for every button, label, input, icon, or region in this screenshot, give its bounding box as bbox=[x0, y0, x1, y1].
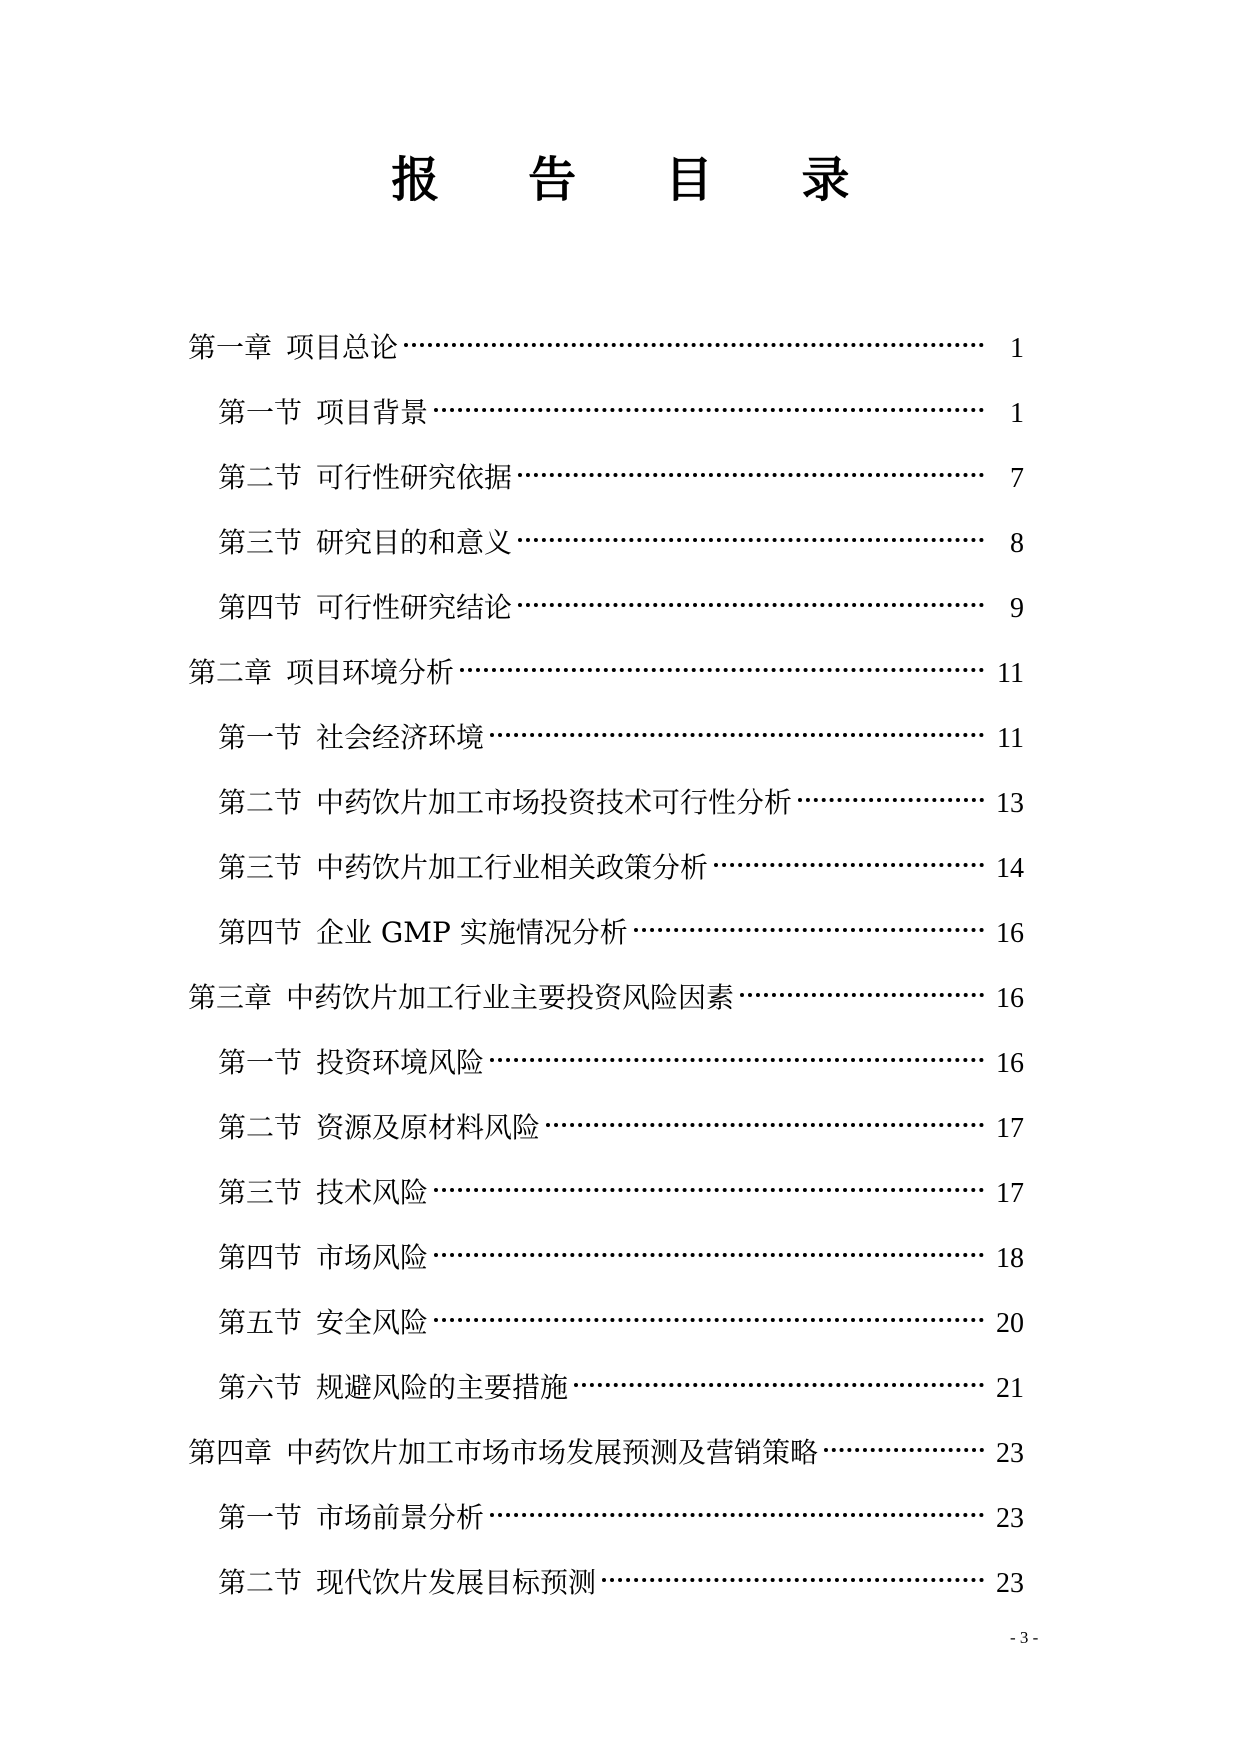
toc-section-entry[interactable] bbox=[188, 705, 1024, 770]
toc-entry-number: 第四节 bbox=[218, 591, 303, 624]
table-of-contents bbox=[188, 315, 1024, 1615]
toc-entry-title: 中药饮片加工行业相关政策分析 bbox=[316, 851, 709, 884]
toc-entry-label bbox=[218, 575, 512, 640]
toc-section-entry[interactable] bbox=[188, 1485, 1024, 1550]
toc-entry-title: 可行性研究依据 bbox=[316, 461, 513, 494]
toc-entry-title: 投资环境风险 bbox=[316, 1046, 485, 1079]
toc-entry-label bbox=[218, 510, 512, 575]
toc-dot-leader bbox=[518, 473, 984, 477]
toc-entry-page: 17 bbox=[996, 1113, 1024, 1144]
toc-entry-number: 第二章 bbox=[188, 656, 273, 689]
toc-dot-leader bbox=[490, 733, 984, 737]
toc-dot-leader bbox=[574, 1383, 984, 1387]
toc-entry-label bbox=[218, 1095, 540, 1160]
toc-entry-page: 18 bbox=[996, 1243, 1024, 1274]
toc-entry-label bbox=[218, 1355, 568, 1420]
toc-dot-leader bbox=[518, 603, 984, 607]
toc-dot-leader bbox=[434, 1188, 984, 1192]
toc-entry-page: 1 bbox=[1010, 333, 1024, 364]
toc-entry-title: 资源及原材料风险 bbox=[316, 1111, 541, 1144]
toc-entry-number: 第一节 bbox=[218, 1046, 303, 1079]
toc-entry-label bbox=[188, 965, 734, 1030]
toc-section-entry[interactable] bbox=[188, 1550, 1024, 1615]
toc-section-entry[interactable] bbox=[188, 1225, 1024, 1290]
toc-entry-label bbox=[218, 705, 484, 770]
toc-section-entry[interactable] bbox=[188, 1095, 1024, 1160]
toc-entry-number: 第五节 bbox=[218, 1306, 303, 1339]
toc-entry-page: 23 bbox=[996, 1503, 1024, 1534]
toc-section-entry[interactable] bbox=[188, 900, 1024, 965]
toc-dot-leader bbox=[740, 993, 984, 997]
toc-entry-title: 项目背景 bbox=[316, 396, 429, 429]
toc-entry-label bbox=[218, 1225, 428, 1290]
toc-entry-title: 安全风险 bbox=[316, 1306, 429, 1339]
toc-entry-label bbox=[218, 380, 428, 445]
toc-dot-leader bbox=[404, 343, 984, 347]
toc-entry-number: 第四节 bbox=[218, 1241, 303, 1274]
toc-entry-label bbox=[218, 1030, 484, 1095]
toc-dot-leader bbox=[490, 1513, 984, 1517]
toc-entry-title: 中药饮片加工行业主要投资风险因素 bbox=[286, 981, 735, 1014]
toc-entry-page: 23 bbox=[996, 1568, 1024, 1599]
toc-entry-number: 第二节 bbox=[218, 1566, 303, 1599]
toc-dot-leader bbox=[798, 798, 984, 802]
toc-entry-page: 13 bbox=[996, 788, 1024, 819]
toc-entry-number: 第六节 bbox=[218, 1371, 303, 1404]
toc-entry-number: 第三节 bbox=[218, 851, 303, 884]
toc-section-entry[interactable] bbox=[188, 835, 1024, 900]
toc-section-entry[interactable] bbox=[188, 1355, 1024, 1420]
toc-entry-page: 11 bbox=[997, 723, 1024, 754]
toc-section-entry[interactable] bbox=[188, 510, 1024, 575]
toc-entry-title: 项目环境分析 bbox=[286, 656, 455, 689]
toc-entry-number: 第一章 bbox=[188, 331, 273, 364]
toc-entry-page: 16 bbox=[996, 1048, 1024, 1079]
toc-entry-title: 企业 GMP 实施情况分析 bbox=[316, 916, 628, 949]
toc-entry-number: 第三节 bbox=[218, 1176, 303, 1209]
toc-entry-title: 中药饮片加工市场市场发展预测及营销策略 bbox=[286, 1436, 819, 1469]
page-number: - 3 - bbox=[1010, 1628, 1039, 1647]
page-title: 报 告 目 录 bbox=[391, 152, 886, 208]
toc-dot-leader bbox=[490, 1058, 984, 1062]
toc-dot-leader bbox=[602, 1578, 984, 1582]
toc-entry-title: 市场前景分析 bbox=[316, 1501, 485, 1534]
toc-chapter-entry[interactable] bbox=[188, 315, 1024, 380]
toc-section-entry[interactable] bbox=[188, 380, 1024, 445]
toc-entry-label bbox=[218, 1485, 484, 1550]
toc-entry-title: 社会经济环境 bbox=[316, 721, 485, 754]
toc-dot-leader bbox=[434, 1253, 984, 1257]
toc-entry-number: 第一节 bbox=[218, 396, 303, 429]
toc-entry-label bbox=[218, 835, 708, 900]
toc-entry-label bbox=[188, 315, 398, 380]
toc-dot-leader bbox=[634, 928, 984, 932]
toc-entry-page: 23 bbox=[996, 1438, 1024, 1469]
toc-entry-page: 16 bbox=[996, 918, 1024, 949]
toc-section-entry[interactable] bbox=[188, 445, 1024, 510]
toc-section-entry[interactable] bbox=[188, 1160, 1024, 1225]
toc-entry-page: 11 bbox=[997, 658, 1024, 689]
toc-entry-label bbox=[188, 1420, 818, 1485]
toc-dot-leader bbox=[434, 1318, 984, 1322]
toc-entry-number: 第一节 bbox=[218, 1501, 303, 1534]
toc-entry-page: 7 bbox=[1010, 463, 1024, 494]
toc-entry-label bbox=[218, 900, 628, 965]
toc-entry-title: 技术风险 bbox=[316, 1176, 429, 1209]
toc-entry-title: 市场风险 bbox=[316, 1241, 429, 1274]
toc-entry-label bbox=[218, 770, 792, 835]
toc-entry-number: 第二节 bbox=[218, 786, 303, 819]
toc-chapter-entry[interactable] bbox=[188, 965, 1024, 1030]
toc-entry-page: 9 bbox=[1010, 593, 1024, 624]
toc-entry-label bbox=[218, 1550, 596, 1615]
toc-entry-page: 16 bbox=[996, 983, 1024, 1014]
toc-chapter-entry[interactable] bbox=[188, 640, 1024, 705]
toc-entry-label bbox=[218, 445, 512, 510]
toc-dot-leader bbox=[434, 408, 984, 412]
toc-entry-number: 第三章 bbox=[188, 981, 273, 1014]
toc-entry-page: 21 bbox=[996, 1373, 1024, 1404]
toc-entry-page: 1 bbox=[1010, 398, 1024, 429]
toc-section-entry[interactable] bbox=[188, 1290, 1024, 1355]
toc-entry-number: 第四章 bbox=[188, 1436, 273, 1469]
toc-section-entry[interactable] bbox=[188, 575, 1024, 640]
toc-entry-title: 规避风险的主要措施 bbox=[316, 1371, 569, 1404]
toc-dot-leader bbox=[460, 668, 984, 672]
toc-entry-page: 17 bbox=[996, 1178, 1024, 1209]
toc-entry-page: 20 bbox=[996, 1308, 1024, 1339]
toc-entry-number: 第三节 bbox=[218, 526, 303, 559]
toc-section-entry[interactable] bbox=[188, 1030, 1024, 1095]
toc-entry-number: 第四节 bbox=[218, 916, 303, 949]
toc-dot-leader bbox=[714, 863, 984, 867]
toc-entry-number: 第二节 bbox=[218, 461, 303, 494]
toc-entry-title: 中药饮片加工市场投资技术可行性分析 bbox=[316, 786, 793, 819]
toc-entry-page: 8 bbox=[1010, 528, 1024, 559]
toc-entry-title: 现代饮片发展目标预测 bbox=[316, 1566, 597, 1599]
toc-dot-leader bbox=[824, 1448, 984, 1452]
toc-entry-number: 第二节 bbox=[218, 1111, 303, 1144]
toc-section-entry[interactable] bbox=[188, 770, 1024, 835]
toc-entry-label bbox=[188, 640, 454, 705]
toc-entry-page: 14 bbox=[996, 853, 1024, 884]
toc-entry-title: 项目总论 bbox=[286, 331, 399, 364]
toc-entry-number: 第一节 bbox=[218, 721, 303, 754]
toc-dot-leader bbox=[546, 1123, 984, 1127]
toc-entry-label bbox=[218, 1160, 428, 1225]
toc-chapter-entry[interactable] bbox=[188, 1420, 1024, 1485]
toc-entry-title: 可行性研究结论 bbox=[316, 591, 513, 624]
toc-entry-label bbox=[218, 1290, 428, 1355]
toc-dot-leader bbox=[518, 538, 984, 542]
toc-entry-title: 研究目的和意义 bbox=[316, 526, 513, 559]
